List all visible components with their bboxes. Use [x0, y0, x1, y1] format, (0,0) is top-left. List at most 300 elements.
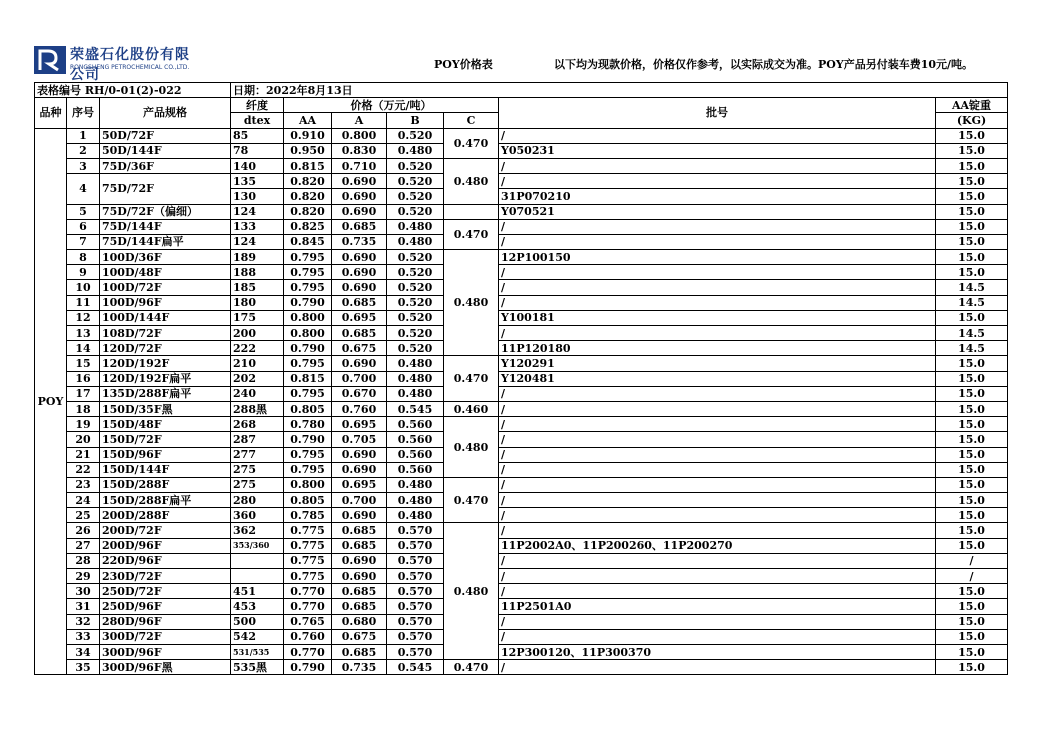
batch-cell: /: [499, 462, 936, 477]
dtex-cell: 189: [231, 250, 284, 265]
table-row: [35, 158, 1008, 173]
seq-cell: 23: [67, 477, 100, 492]
weight-cell: 15.0: [936, 477, 1008, 492]
price-aa-cell: 0.805: [284, 493, 332, 508]
price-aa-cell: 0.775: [284, 523, 332, 538]
price-aa-cell: 0.795: [284, 447, 332, 462]
price-b-cell: 0.520: [387, 250, 444, 265]
price-c-cell: 0.480: [444, 158, 499, 204]
seq-cell: 9: [67, 265, 100, 280]
seq-cell: 12: [67, 310, 100, 325]
price-b-cell: 0.570: [387, 599, 444, 614]
col-variety: 品种: [35, 98, 67, 128]
price-a-cell: 0.695: [332, 477, 387, 492]
price-b-cell: 0.560: [387, 432, 444, 447]
table-row: [35, 432, 1008, 447]
seq-cell: 15: [67, 356, 100, 371]
batch-cell: /: [499, 401, 936, 416]
weight-cell: 15.0: [936, 234, 1008, 249]
table-row: [35, 174, 1008, 189]
spec-cell: 100D/72F: [100, 280, 231, 295]
price-a-cell: 0.695: [332, 310, 387, 325]
price-a-cell: 0.700: [332, 371, 387, 386]
price-aa-cell: 0.820: [284, 189, 332, 204]
dtex-cell: 531/535: [231, 644, 284, 659]
price-a-cell: 0.675: [332, 341, 387, 356]
price-aa-cell: 0.800: [284, 326, 332, 341]
seq-cell: 3: [67, 158, 100, 173]
weight-cell: 14.5: [936, 280, 1008, 295]
weight-cell: 15.0: [936, 174, 1008, 189]
seq-cell: 28: [67, 553, 100, 568]
seq-cell: 29: [67, 569, 100, 584]
price-a-cell: 0.735: [332, 660, 387, 675]
dtex-cell: 78: [231, 143, 284, 158]
price-aa-cell: 0.820: [284, 204, 332, 219]
spec-cell: 100D/36F: [100, 250, 231, 265]
seq-cell: 33: [67, 629, 100, 644]
price-c-cell: 0.480: [444, 250, 499, 356]
col-price-a: A: [332, 113, 387, 128]
batch-cell: /: [499, 629, 936, 644]
batch-cell: /: [499, 386, 936, 401]
batch-cell: /: [499, 265, 936, 280]
table-row: [35, 417, 1008, 432]
price-a-cell: 0.705: [332, 432, 387, 447]
price-a-cell: 0.690: [332, 280, 387, 295]
price-a-cell: 0.690: [332, 189, 387, 204]
table-row: [35, 462, 1008, 477]
weight-cell: 15.0: [936, 417, 1008, 432]
price-b-cell: 0.520: [387, 280, 444, 295]
price-a-cell: 0.700: [332, 493, 387, 508]
form-number: 表格编号 RH/0-01(2)-022: [35, 83, 231, 98]
price-a-cell: 0.690: [332, 356, 387, 371]
weight-cell: 15.0: [936, 143, 1008, 158]
spec-cell: 200D/96F: [100, 538, 231, 553]
spec-cell: 200D/288F: [100, 508, 231, 523]
col-price-b: B: [387, 113, 444, 128]
dtex-cell: 130: [231, 189, 284, 204]
dtex-cell: 133: [231, 219, 284, 234]
spec-cell: 50D/72F: [100, 128, 231, 143]
price-b-cell: 0.480: [387, 386, 444, 401]
weight-cell: /: [936, 569, 1008, 584]
dtex-cell: 360: [231, 508, 284, 523]
batch-cell: /: [499, 493, 936, 508]
spec-cell: 150D/35F黑: [100, 401, 231, 416]
col-batch: 批号: [499, 98, 936, 128]
dtex-cell: 542: [231, 629, 284, 644]
price-b-cell: 0.560: [387, 417, 444, 432]
table-row: [35, 629, 1008, 644]
price-aa-cell: 0.775: [284, 569, 332, 584]
price-a-cell: 0.685: [332, 326, 387, 341]
spec-cell: 250D/72F: [100, 584, 231, 599]
price-c-cell: [444, 204, 499, 219]
price-a-cell: 0.685: [332, 599, 387, 614]
batch-cell: /: [499, 128, 936, 143]
weight-cell: 15.0: [936, 250, 1008, 265]
price-aa-cell: 0.795: [284, 356, 332, 371]
price-b-cell: 0.570: [387, 629, 444, 644]
weight-cell: 15.0: [936, 584, 1008, 599]
dtex-cell: 500: [231, 614, 284, 629]
batch-cell: 31P070210: [499, 189, 936, 204]
weight-cell: 15.0: [936, 493, 1008, 508]
seq-cell: 27: [67, 538, 100, 553]
spec-cell: 100D/96F: [100, 295, 231, 310]
price-b-cell: 0.570: [387, 569, 444, 584]
price-a-cell: 0.675: [332, 629, 387, 644]
table-row: [35, 644, 1008, 659]
col-price: 价格（万元/吨）: [284, 98, 499, 113]
dtex-cell: 277: [231, 447, 284, 462]
col-weight-unit: (KG): [936, 113, 1008, 128]
dtex-cell: 185: [231, 280, 284, 295]
table-row: [35, 477, 1008, 492]
table-row: [35, 599, 1008, 614]
table-row: [35, 523, 1008, 538]
seq-cell: 19: [67, 417, 100, 432]
seq-cell: 13: [67, 326, 100, 341]
price-b-cell: 0.520: [387, 310, 444, 325]
seq-cell: 4: [67, 174, 100, 204]
seq-cell: 10: [67, 280, 100, 295]
price-c-cell: 0.470: [444, 356, 499, 402]
spec-cell: 150D/288F扁平: [100, 493, 231, 508]
price-a-cell: 0.690: [332, 174, 387, 189]
price-aa-cell: 0.800: [284, 477, 332, 492]
price-aa-cell: 0.805: [284, 401, 332, 416]
price-a-cell: 0.690: [332, 250, 387, 265]
batch-cell: Y070521: [499, 204, 936, 219]
company-logo: [34, 46, 204, 83]
batch-cell: Y050231: [499, 143, 936, 158]
dtex-cell: 280: [231, 493, 284, 508]
batch-cell: 11P2002A0、11P200260、11P200270: [499, 538, 936, 553]
price-b-cell: 0.480: [387, 356, 444, 371]
seq-cell: 24: [67, 493, 100, 508]
dtex-cell: 275: [231, 477, 284, 492]
price-a-cell: 0.690: [332, 508, 387, 523]
seq-cell: 35: [67, 660, 100, 675]
batch-cell: 12P100150: [499, 250, 936, 265]
price-aa-cell: 0.780: [284, 417, 332, 432]
table-row: [35, 250, 1008, 265]
price-aa-cell: 0.770: [284, 644, 332, 659]
dtex-cell: 275: [231, 462, 284, 477]
weight-cell: 15.0: [936, 447, 1008, 462]
spec-cell: 75D/36F: [100, 158, 231, 173]
price-aa-cell: 0.775: [284, 553, 332, 568]
table-row: [35, 614, 1008, 629]
weight-cell: 15.0: [936, 508, 1008, 523]
price-a-cell: 0.685: [332, 644, 387, 659]
price-a-cell: 0.695: [332, 417, 387, 432]
price-a-cell: 0.690: [332, 204, 387, 219]
dtex-cell: 135: [231, 174, 284, 189]
price-notice: 以下均为现款价格，价格仅作参考，以实际成交为准。POY产品另付装车费10元/吨。: [554, 58, 974, 71]
dtex-cell: 453: [231, 599, 284, 614]
batch-cell: 12P300120、11P300370: [499, 644, 936, 659]
price-b-cell: 0.570: [387, 584, 444, 599]
price-a-cell: 0.760: [332, 401, 387, 416]
spec-cell: 300D/96F黑: [100, 660, 231, 675]
price-c-cell: 0.480: [444, 417, 499, 478]
col-fineness-unit: dtex: [231, 113, 284, 128]
dtex-cell: 200: [231, 326, 284, 341]
seq-cell: 1: [67, 128, 100, 143]
price-aa-cell: 0.795: [284, 250, 332, 265]
batch-cell: /: [499, 523, 936, 538]
price-aa-cell: 0.815: [284, 371, 332, 386]
spec-cell: 250D/96F: [100, 599, 231, 614]
table-row: [35, 128, 1008, 143]
col-price-c: C: [444, 113, 499, 128]
price-b-cell: 0.480: [387, 508, 444, 523]
weight-cell: 15.0: [936, 538, 1008, 553]
seq-cell: 26: [67, 523, 100, 538]
rongsheng-logo-icon: [34, 46, 66, 74]
price-aa-cell: 0.760: [284, 629, 332, 644]
weight-cell: 14.5: [936, 341, 1008, 356]
spec-cell: 300D/72F: [100, 629, 231, 644]
seq-cell: 5: [67, 204, 100, 219]
spec-cell: 100D/144F: [100, 310, 231, 325]
spec-cell: 220D/96F: [100, 553, 231, 568]
table-row: [35, 143, 1008, 158]
batch-cell: /: [499, 584, 936, 599]
price-aa-cell: 0.790: [284, 432, 332, 447]
weight-cell: 15.0: [936, 386, 1008, 401]
seq-cell: 16: [67, 371, 100, 386]
batch-cell: Y120291: [499, 356, 936, 371]
price-a-cell: 0.685: [332, 295, 387, 310]
price-a-cell: 0.685: [332, 538, 387, 553]
dtex-cell: 210: [231, 356, 284, 371]
price-b-cell: 0.520: [387, 265, 444, 280]
batch-cell: /: [499, 219, 936, 234]
batch-cell: /: [499, 569, 936, 584]
weight-cell: 15.0: [936, 432, 1008, 447]
price-a-cell: 0.710: [332, 158, 387, 173]
seq-cell: 6: [67, 219, 100, 234]
spec-cell: 150D/96F: [100, 447, 231, 462]
table-row: [35, 341, 1008, 356]
spec-cell: 150D/48F: [100, 417, 231, 432]
table-row: [35, 234, 1008, 249]
price-b-cell: 0.480: [387, 477, 444, 492]
weight-cell: /: [936, 553, 1008, 568]
batch-cell: /: [499, 158, 936, 173]
price-a-cell: 0.690: [332, 462, 387, 477]
weight-cell: 15.0: [936, 356, 1008, 371]
price-aa-cell: 0.910: [284, 128, 332, 143]
table-row: [35, 280, 1008, 295]
price-a-cell: 0.830: [332, 143, 387, 158]
dtex-cell: 85: [231, 128, 284, 143]
price-b-cell: 0.520: [387, 158, 444, 173]
price-aa-cell: 0.765: [284, 614, 332, 629]
batch-cell: /: [499, 447, 936, 462]
table-row: [35, 326, 1008, 341]
spec-cell: 108D/72F: [100, 326, 231, 341]
table-row: [35, 356, 1008, 371]
seq-cell: 31: [67, 599, 100, 614]
price-c-cell: 0.460: [444, 401, 499, 416]
price-aa-cell: 0.770: [284, 599, 332, 614]
dtex-cell: [231, 553, 284, 568]
table-row: [35, 569, 1008, 584]
table-row: [35, 553, 1008, 568]
weight-cell: 15.0: [936, 660, 1008, 675]
spec-cell: 75D/144F: [100, 219, 231, 234]
price-c-cell: 0.480: [444, 523, 499, 660]
dtex-cell: 180: [231, 295, 284, 310]
price-aa-cell: 0.795: [284, 280, 332, 295]
price-aa-cell: 0.770: [284, 584, 332, 599]
seq-cell: 11: [67, 295, 100, 310]
spec-cell: 280D/96F: [100, 614, 231, 629]
price-b-cell: 0.480: [387, 219, 444, 234]
price-aa-cell: 0.790: [284, 341, 332, 356]
batch-cell: /: [499, 508, 936, 523]
table-row: [35, 508, 1008, 523]
variety-cell: POY: [35, 128, 67, 675]
batch-cell: /: [499, 553, 936, 568]
table-row: [35, 584, 1008, 599]
table-row: [35, 386, 1008, 401]
weight-cell: 15.0: [936, 614, 1008, 629]
dtex-cell: 535黑: [231, 660, 284, 675]
price-b-cell: 0.520: [387, 174, 444, 189]
spec-cell: 135D/288F扁平: [100, 386, 231, 401]
price-b-cell: 0.570: [387, 644, 444, 659]
price-b-cell: 0.570: [387, 614, 444, 629]
weight-cell: 15.0: [936, 204, 1008, 219]
table-row: [35, 493, 1008, 508]
weight-cell: 15.0: [936, 644, 1008, 659]
seq-cell: 18: [67, 401, 100, 416]
seq-cell: 21: [67, 447, 100, 462]
spec-cell: 75D/72F（偏细）: [100, 204, 231, 219]
spec-cell: 75D/144F扁平: [100, 234, 231, 249]
weight-cell: 15.0: [936, 219, 1008, 234]
table-row: [35, 295, 1008, 310]
seq-cell: 30: [67, 584, 100, 599]
seq-cell: 7: [67, 234, 100, 249]
batch-cell: Y100181: [499, 310, 936, 325]
price-aa-cell: 0.795: [284, 462, 332, 477]
weight-cell: 15.0: [936, 371, 1008, 386]
table-row: [35, 538, 1008, 553]
price-aa-cell: 0.825: [284, 219, 332, 234]
price-aa-cell: 0.790: [284, 660, 332, 675]
price-b-cell: 0.560: [387, 462, 444, 477]
page-title: POY价格表: [434, 58, 493, 71]
price-aa-cell: 0.790: [284, 295, 332, 310]
price-a-cell: 0.690: [332, 569, 387, 584]
spec-cell: 120D/192F: [100, 356, 231, 371]
dtex-cell: 124: [231, 204, 284, 219]
company-name-cn: 荣盛石化股份有限公司: [70, 47, 190, 83]
seq-cell: 20: [67, 432, 100, 447]
col-weight: AA锭重: [936, 98, 1008, 113]
table-row: [35, 447, 1008, 462]
price-b-cell: 0.570: [387, 538, 444, 553]
seq-cell: 34: [67, 644, 100, 659]
dtex-cell: 353/360: [231, 538, 284, 553]
col-price-aa: AA: [284, 113, 332, 128]
weight-cell: 15.0: [936, 265, 1008, 280]
batch-cell: /: [499, 234, 936, 249]
table-row: [35, 204, 1008, 219]
price-c-cell: 0.470: [444, 660, 499, 675]
price-aa-cell: 0.795: [284, 265, 332, 280]
weight-cell: 15.0: [936, 189, 1008, 204]
price-b-cell: 0.520: [387, 295, 444, 310]
table-row: [35, 660, 1008, 675]
price-table: [34, 82, 1008, 675]
price-b-cell: 0.570: [387, 523, 444, 538]
weight-cell: 14.5: [936, 295, 1008, 310]
price-a-cell: 0.670: [332, 386, 387, 401]
weight-cell: 15.0: [936, 599, 1008, 614]
batch-cell: /: [499, 614, 936, 629]
spec-cell: 75D/72F: [100, 174, 231, 204]
price-b-cell: 0.545: [387, 660, 444, 675]
dtex-cell: 188: [231, 265, 284, 280]
table-date: 日期：2022年8月13日: [231, 83, 1008, 98]
batch-cell: /: [499, 432, 936, 447]
batch-cell: 11P2501A0: [499, 599, 936, 614]
company-name-en: RONGSHENG PETROCHEMICAL CO.,LTD.: [70, 64, 190, 71]
batch-cell: /: [499, 295, 936, 310]
weight-cell: 15.0: [936, 629, 1008, 644]
dtex-cell: 288黑: [231, 401, 284, 416]
price-b-cell: 0.520: [387, 326, 444, 341]
price-c-cell: 0.470: [444, 477, 499, 523]
weight-cell: 15.0: [936, 401, 1008, 416]
seq-cell: 32: [67, 614, 100, 629]
spec-cell: 150D/288F: [100, 477, 231, 492]
seq-cell: 8: [67, 250, 100, 265]
dtex-cell: [231, 569, 284, 584]
price-aa-cell: 0.815: [284, 158, 332, 173]
price-b-cell: 0.520: [387, 128, 444, 143]
price-aa-cell: 0.845: [284, 234, 332, 249]
price-a-cell: 0.690: [332, 265, 387, 280]
spec-cell: 200D/72F: [100, 523, 231, 538]
weight-cell: 15.0: [936, 462, 1008, 477]
batch-cell: /: [499, 417, 936, 432]
col-seq: 序号: [67, 98, 100, 128]
table-row: [35, 371, 1008, 386]
price-a-cell: 0.685: [332, 219, 387, 234]
spec-cell: 150D/72F: [100, 432, 231, 447]
price-aa-cell: 0.820: [284, 174, 332, 189]
dtex-cell: 202: [231, 371, 284, 386]
price-aa-cell: 0.800: [284, 310, 332, 325]
price-a-cell: 0.690: [332, 447, 387, 462]
batch-cell: /: [499, 326, 936, 341]
price-b-cell: 0.520: [387, 341, 444, 356]
table-row: [35, 265, 1008, 280]
price-a-cell: 0.685: [332, 584, 387, 599]
weight-cell: 15.0: [936, 158, 1008, 173]
spec-cell: 50D/144F: [100, 143, 231, 158]
